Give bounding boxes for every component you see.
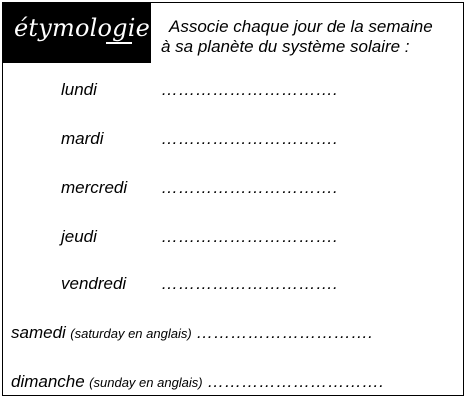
- day-label: vendredi: [61, 274, 127, 293]
- answer-blank[interactable]: ………………………….: [196, 323, 374, 342]
- instruction-line-2: à sa planète du système solaire :: [161, 37, 410, 56]
- instruction-line-1: Associe chaque jour de la semaine: [169, 17, 433, 36]
- day-label: jeudi: [61, 227, 97, 246]
- answer-blank[interactable]: ………………………….: [161, 129, 338, 148]
- day-label: mardi: [61, 129, 104, 148]
- banner-underline: [106, 42, 132, 44]
- answer-blank[interactable]: ………………………….: [161, 274, 338, 293]
- answer-blank[interactable]: ………………………….: [161, 80, 338, 99]
- answer-blank[interactable]: ………………………….: [161, 178, 338, 197]
- day-label: dimanche: [11, 372, 85, 391]
- answer-blank[interactable]: ………………………….: [161, 227, 338, 246]
- instruction-text: [161, 17, 461, 57]
- english-note: (sunday en anglais): [89, 375, 203, 390]
- day-label: lundi: [61, 80, 97, 99]
- banner-title: étymologie: [14, 14, 150, 42]
- day-label: mercredi: [61, 178, 128, 197]
- day-row-dimanche: [11, 372, 384, 392]
- etymologie-banner: [2, 2, 151, 63]
- english-note: (saturday en anglais): [70, 326, 192, 341]
- day-label: samedi: [11, 323, 66, 342]
- day-row-samedi: [11, 323, 373, 343]
- answer-blank[interactable]: ………………………….: [207, 372, 385, 391]
